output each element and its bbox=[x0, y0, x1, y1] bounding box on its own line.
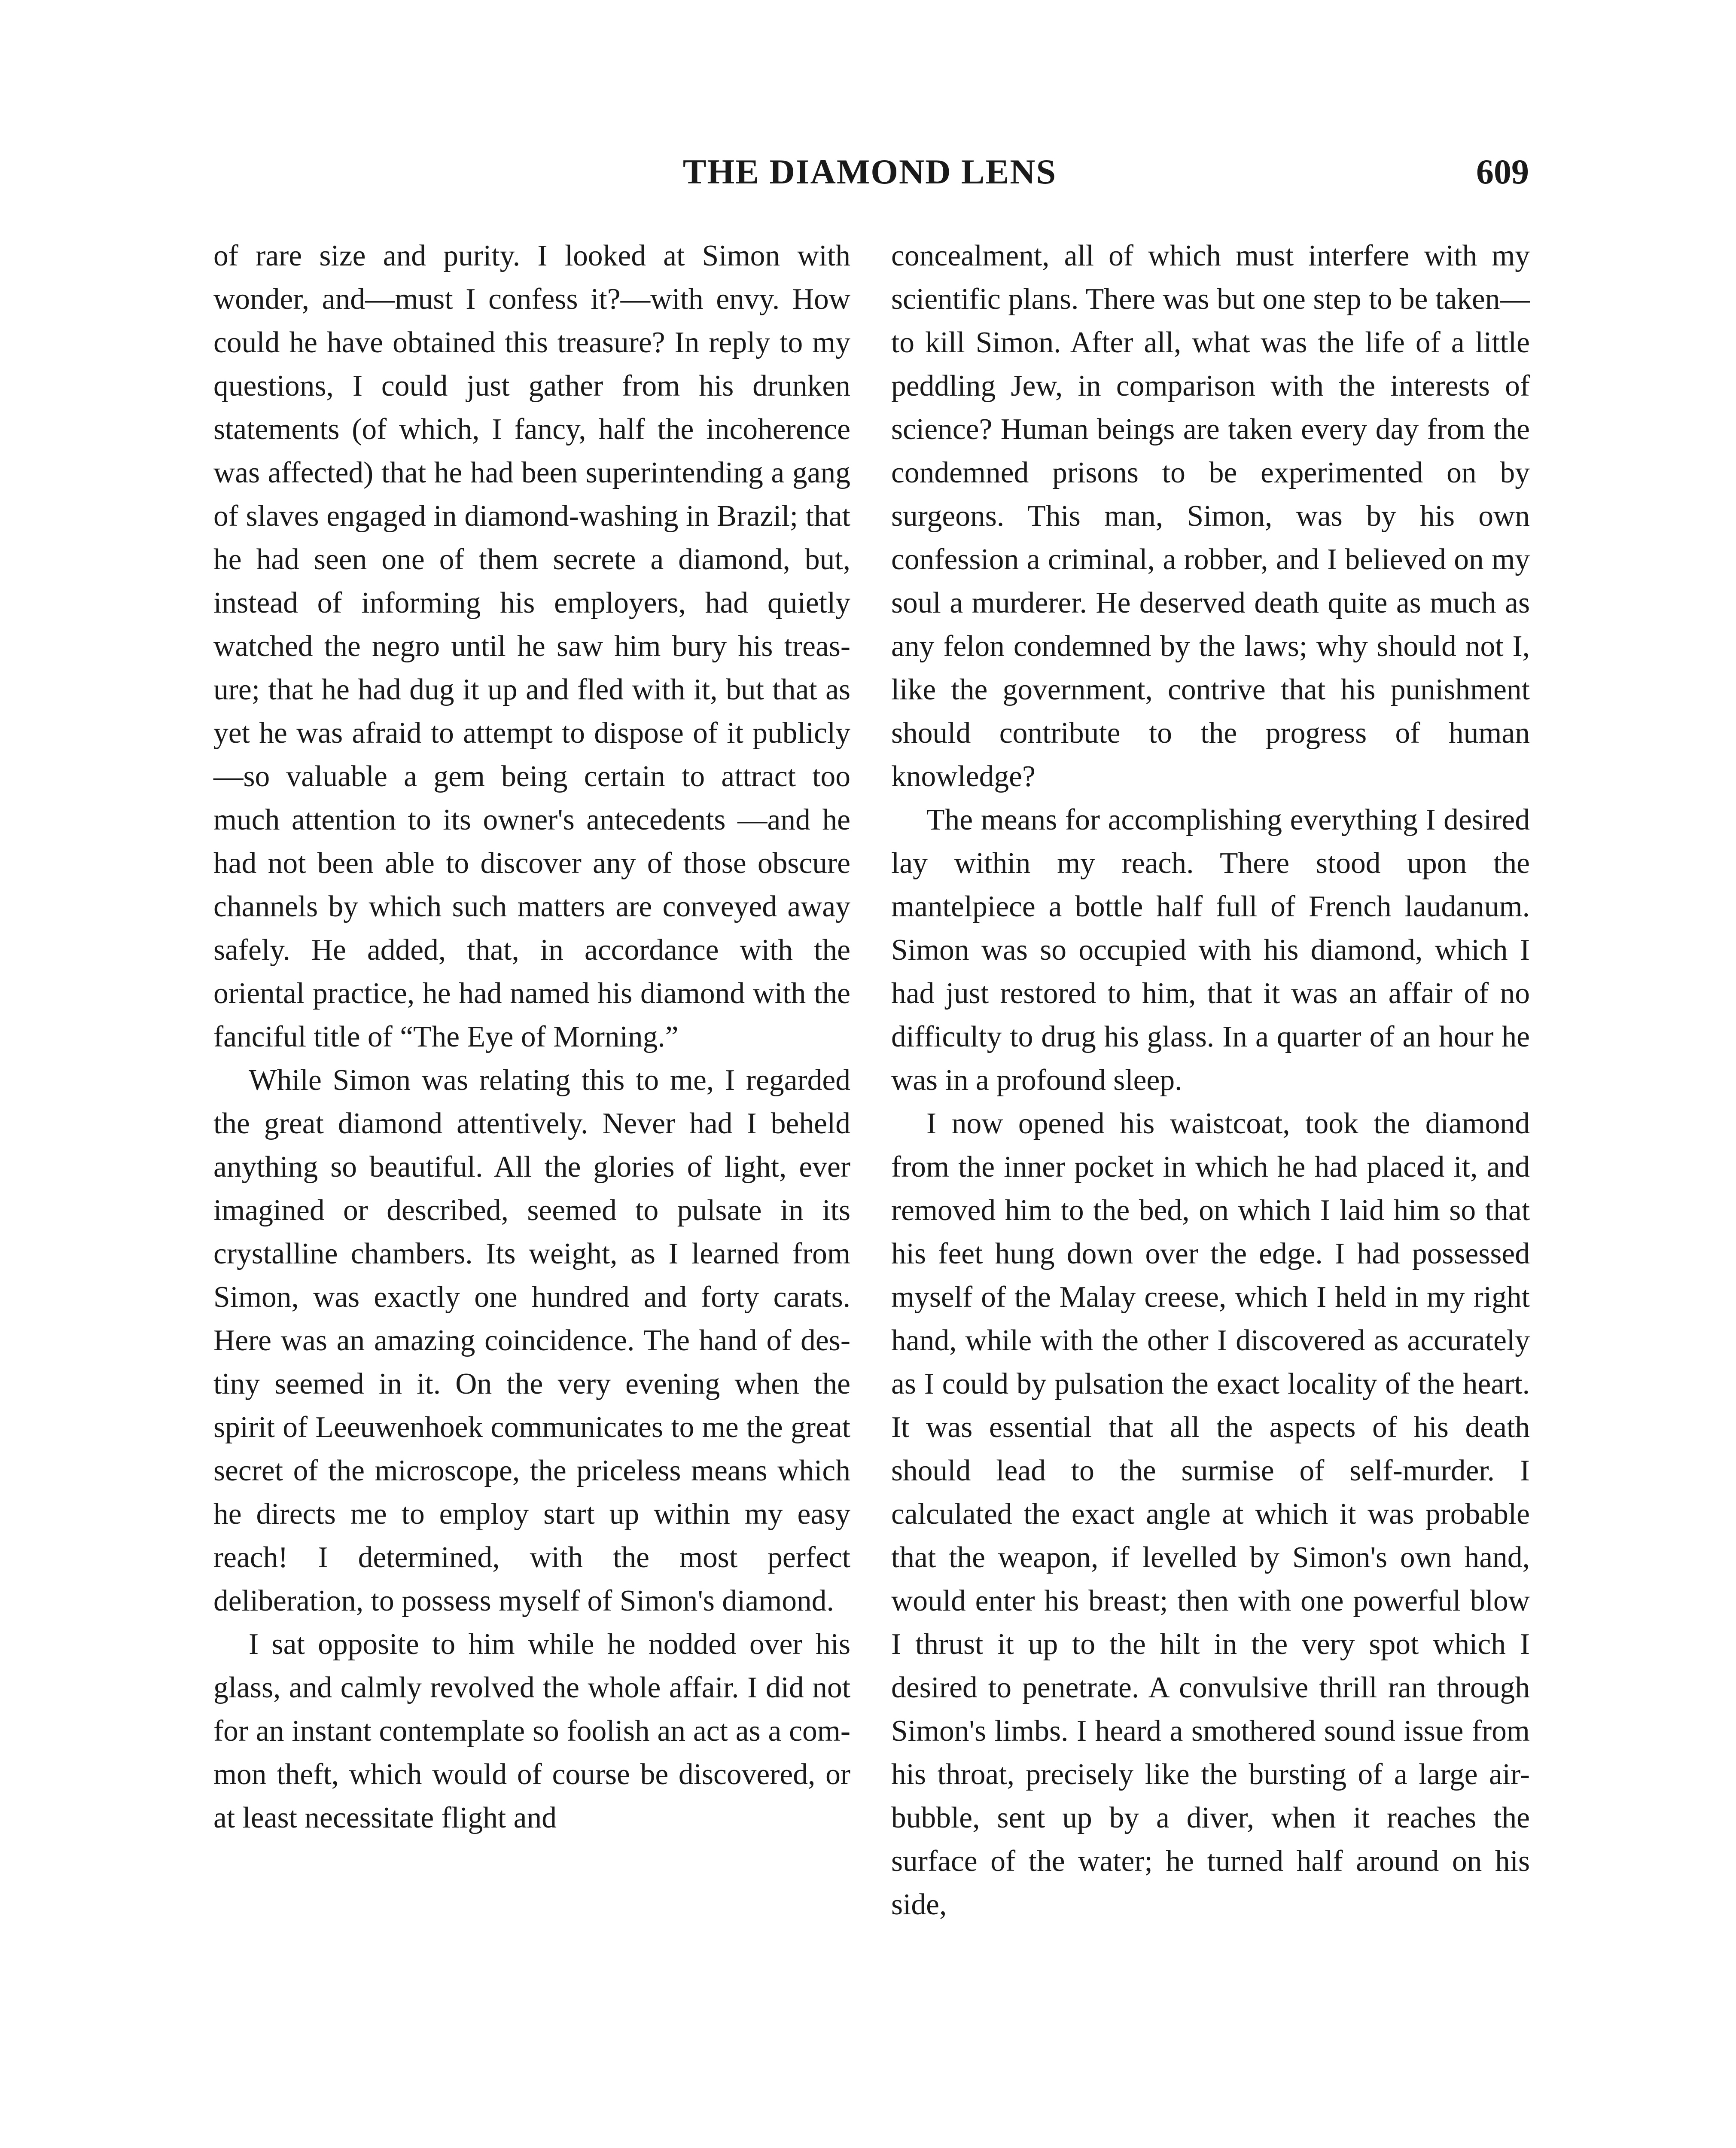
running-title: THE DIAMOND LENS bbox=[682, 152, 1057, 191]
paragraph-continued: of rare size and purity. I looked at Simon with wonder, and—must I confess it?—with envy. How could he have obtained this treasure? In reply to my questions, I could just gather from his drunken statements (of which, I fancy, half the incoherence was affected) that he had been superintending a gang of slaves engaged in diamond-washing in Brazil; that he had seen one of them secrete a diamond, but, instead of informing his employers, had quietly watched the negro until he saw him bury his treasure; that he had dug it up and fled with it, but that as yet he was afraid to attempt to dispose of it publicly—so valuable a gem being certain to attract too much attention to its owner's antecedents —and he had not been able to discover any of those obscure channels by which such matters are conveyed away safely. He added, that, in accordance with the oriental practice, he had named his diamond with the fanciful title of “The Eye of Morning.” bbox=[213, 239, 850, 1053]
paragraph: While Simon was relating this to me, I regarded the great diamond attentively. Never had I beheld anything so beautiful. All the glories of light, ever imagined or described, seemed to pulsate in its crystalline chambers. Its weight, as I learned from Simon, was exactly one hundred and forty carats. Here was an amazing coincidence. The hand of destiny seemed in it. On the very evening when the spirit of Leeuwenhoek communicates to me the great secret of the microscope, the priceless means which he directs me to employ start up within my easy reach! I determined, with the most perfect deliberation, to possess myself of Simon's diamond. bbox=[213, 1064, 850, 1617]
paragraph: I sat opposite to him while he nodded over his glass, and calmly revolved the whole affair. I did not for an instant contemplate so foolish an act as a common theft, which would of course be discovered, or at least necessitate flight and bbox=[213, 1628, 850, 1834]
page-number: 609 bbox=[1476, 152, 1529, 191]
paragraph: The means for accomplishing everything I desired lay within my reach. There stood upon the mantelpiece a bottle half full of French laudanum. Simon was so occupied with his diamond, which I had just restored to him, that it was an affair of no difficulty to drug his glass. In a quarter of an hour he was in a profound sleep. bbox=[891, 803, 1530, 1097]
paragraph: I now opened his waistcoat, took the diamond from the inner pocket in which he had placed it, and removed him to the bed, on which I laid him so that his feet hung down over the edge. I had possessed myself of the Malay creese, which I held in my right hand, while with the other I discovered as accurately as I could by pulsation the exact locality of the heart. It was essential that all the aspects of his death should lead to the surmise of self-murder. I calculated the exact angle at which it was probable that the weapon, if levelled by Simon's own hand, would enter his breast; then with one powerful blow I thrust it up to the hilt in the very spot which I desired to penetrate. A convulsive thrill ran through Simon's limbs. I heard a smothered sound issue from his throat, precisely like the bursting of a large air-bubble, sent up by a diver, when it reaches the surface of the water; he turned half around on his side, bbox=[891, 1107, 1530, 1921]
left-column bbox=[213, 234, 850, 1840]
running-head bbox=[210, 146, 1529, 198]
paragraph-continued: concealment, all of which must interfere with my scientific plans. There was but one step to be taken—to kill Simon. After all, what was the life of a little peddling Jew, in comparison with the interests of science? Human beings are taken every day from the condemned prisons to be experimented on by surgeons. This man, Simon, was by his own confession a criminal, a robber, and I believed on my soul a murderer. He deserved death quite as much as any felon condemned by the laws; why should not I, like the government, contrive that his punishment should contribute to the progress of human knowledge? bbox=[891, 239, 1530, 793]
right-column bbox=[891, 234, 1530, 1926]
